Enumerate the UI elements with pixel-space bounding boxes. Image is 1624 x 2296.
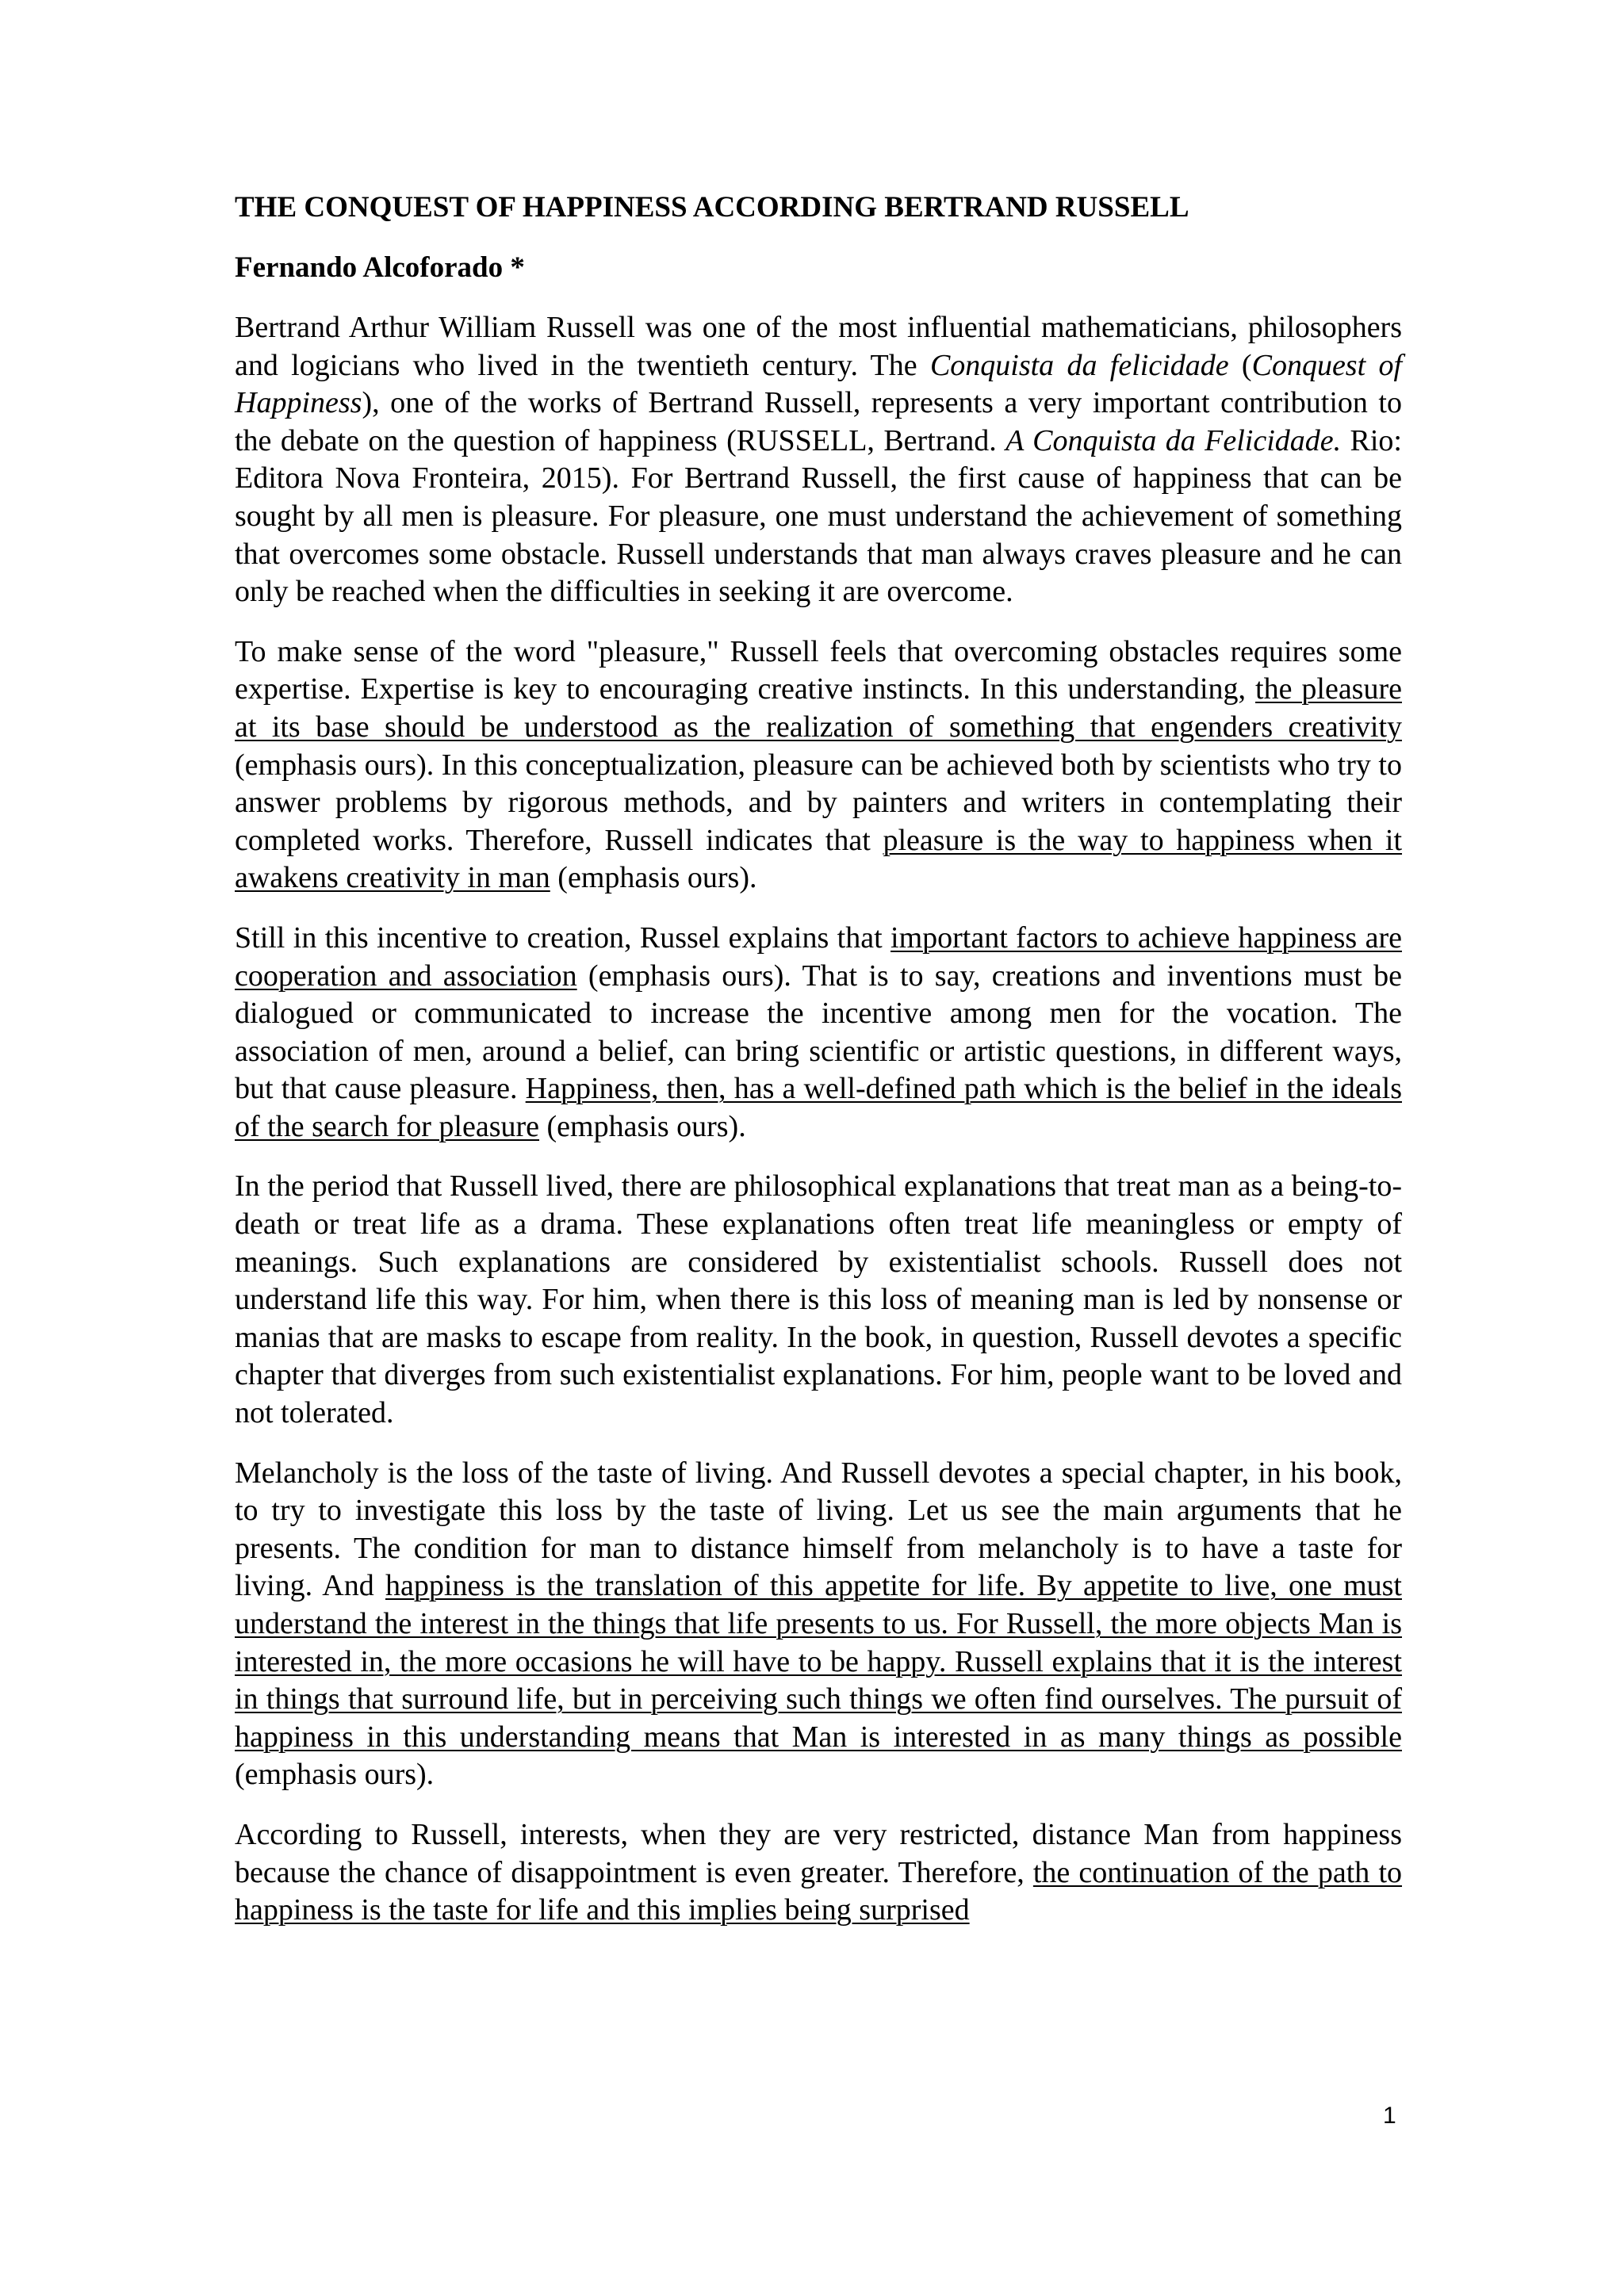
text-segment: (emphasis ours). (539, 1109, 746, 1143)
text-segment: According to Russell, interests, when they are very restricted, distance Man from happiness because the chance of disappointment is even greater. Therefore, (235, 1817, 1402, 1889)
paragraph-3 (235, 920, 1402, 1146)
document-body (235, 189, 1402, 1930)
underlined-emphasis: the continuation of the path to happiness is the taste for life and this implies being surprised (235, 1855, 1403, 1927)
underlined-emphasis: important factors to achieve happiness are cooperation and association (235, 920, 1402, 993)
text-segment: ), one of the works of Bertrand Russell, represents a very important contribution to the debate on the question of happiness (RUSSELL, Bertrand. (235, 386, 1402, 457)
text-segment: (emphasis ours). (550, 861, 757, 895)
text-segment: To make sense of the word "pleasure," Russell feels that overcoming obstacles requires some expertise. Expertise is key to encouraging creative instincts. In this understanding, (235, 634, 1402, 706)
underlined-emphasis: happiness is the translation of this appetite for life. By appetite to live, one must understand the interest in the things that life presents to us. For Russell, the more objects Man is interested in, the more occasions he will have to be happy. Russell explains that it is the interest in things that surround life, but in perceiving such things we often find ourselves. The pursuit of happiness in this understanding means that Man is interested in as many things as possible (235, 1569, 1402, 1754)
italic-book-title: A Conquista da Felicidade. (1005, 423, 1342, 457)
paragraph-2 (235, 633, 1402, 897)
text-segment: Melancholy is the loss of the taste of living. And Russell devotes a special chapter, in his book, to try to investigate this loss by the taste of living. Let us see the main arguments that he presents. The condition for man to distance himself from melancholy is to have a taste for living. And (235, 1456, 1402, 1603)
text-segment: In the period that Russell lived, there are philosophical explanations that treat man as a being-to-death or treat life as a drama. These explanations often treat life meaningless or empty of meanings. Such explanations are considered by existentialist schools. Russell does not understand life this way. For him, when there is this loss of meaning man is led by nonsense or manias that are masks to escape from reality. In the book, in question, Russell devotes a specific chapter that diverges from such existentialist explanations. For him, people want to be loved and not tolerated. (235, 1169, 1402, 1430)
text-segment: (emphasis ours). In this conceptualization, pleasure can be achieved both by scientists who try to answer problems by rigorous methods, and by painters and writers in contemplating their completed works. Therefore, Russell indicates that (235, 748, 1402, 857)
document-title: THE CONQUEST OF HAPPINESS ACCORDING BERTRAND RUSSELL (235, 191, 1189, 224)
paragraph-1 (235, 309, 1402, 611)
author-line: Fernando Alcoforado * (235, 251, 525, 284)
paragraph-5 (235, 1455, 1402, 1794)
text-segment: Bertrand Arthur William Russell was one of the most influential mathematicians, philosophers and logicians who lived in the twentieth century. The (235, 311, 1402, 382)
text-segment: ( (1228, 348, 1252, 382)
text-segment: Still in this incentive to creation, Russel explains that (235, 920, 891, 955)
underlined-emphasis: pleasure is the way to happiness when it awakens creativity in man (235, 823, 1403, 895)
text-segment: (emphasis ours). That is to say, creations and inventions must be dialogued or communicated to increase the incentive among men for the vocation. The association of men, around a belief, can bring scientific or artistic questions, in different ways, but that cause pleasure. (235, 959, 1402, 1106)
text-segment: (emphasis ours). (235, 1758, 435, 1792)
underlined-emphasis: the pleasure at its base should be understood as the realization of something that engenders creativity (235, 672, 1402, 744)
paragraph-4 (235, 1168, 1402, 1432)
text-segment: Rio: Editora Nova Fronteira, 2015). For Bertrand Russell, the first cause of happiness that can be sought by all men is pleasure. For pleasure, one must understand the achievement of something that overcomes some obstacle. Russell understands that man always craves pleasure and he can only be reached when the difficulties in seeking it are overcome. (235, 423, 1402, 609)
page-number: 1 (1383, 2103, 1396, 2129)
underlined-emphasis: Happiness, then, has a well-defined path which is the belief in the ideals of the search for pleasure (235, 1072, 1402, 1143)
paragraph-6 (235, 1816, 1402, 1930)
italic-book-title: Conquest of Happiness (235, 348, 1403, 420)
italic-book-title: Conquista da felicidade (929, 348, 1229, 382)
